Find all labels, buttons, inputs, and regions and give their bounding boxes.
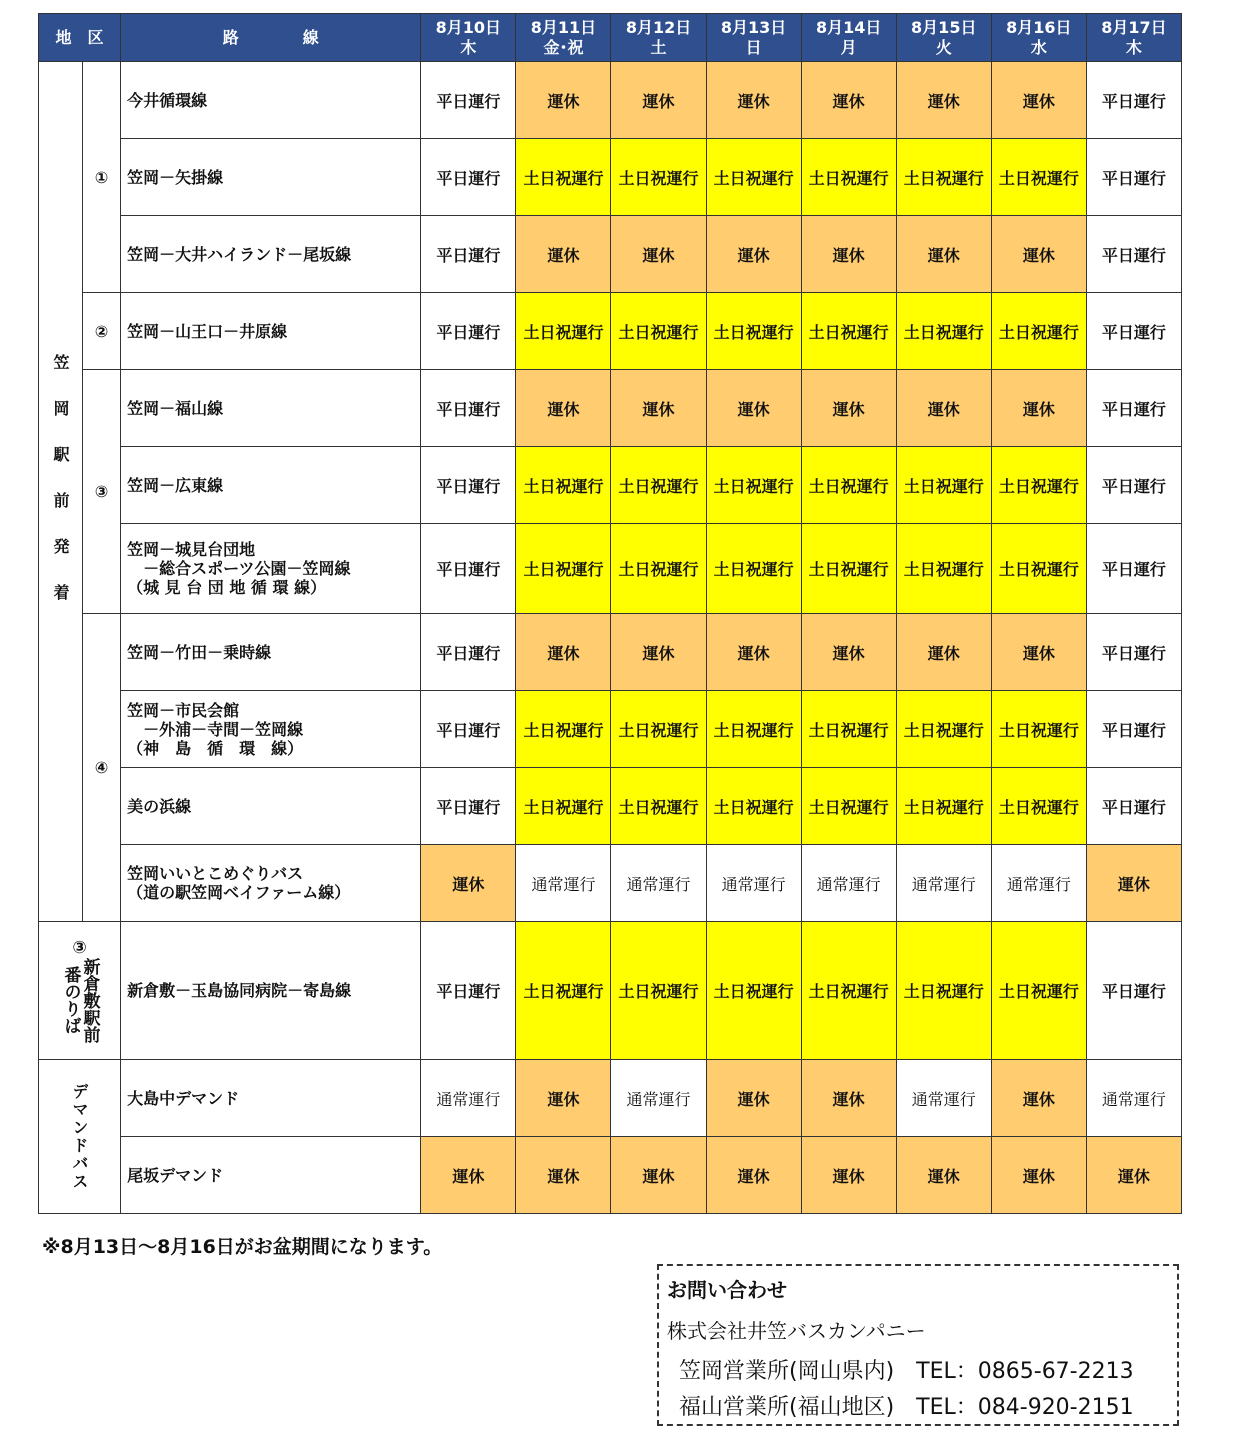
contact-office: 笠岡営業所(岡山県内) TEL：0865-67-2213: [679, 1359, 1134, 1384]
status-cell: 土日祝運行: [706, 447, 801, 524]
contact-office: 福山営業所(福山地区) TEL：084-920-2151: [679, 1395, 1134, 1420]
status-cell: 運休: [801, 216, 896, 293]
route-name: [121, 922, 421, 1060]
status-cell: 運休: [706, 1137, 801, 1214]
status-cell: 運休: [611, 614, 706, 691]
status-cell: 土日祝運行: [991, 524, 1086, 614]
status-cell: 運休: [706, 1060, 801, 1137]
route-name: [121, 139, 421, 216]
status-cell: 運休: [991, 614, 1086, 691]
route-name-line: 今井循環線: [127, 90, 208, 110]
status-cell: 平日運行: [1086, 62, 1181, 139]
status-cell: 土日祝運行: [991, 691, 1086, 768]
date-label: 8月12日: [625, 17, 692, 37]
status-cell: 土日祝運行: [991, 768, 1086, 845]
dow-label: 日: [745, 37, 762, 57]
route-name-line: －外浦－寺間－笠岡線: [127, 719, 304, 739]
route-name: [121, 447, 421, 524]
status-cell: 土日祝運行: [801, 691, 896, 768]
status-cell: 通常運行: [611, 845, 706, 922]
status-cell: 通常運行: [991, 845, 1086, 922]
contact-title: お問い合わせ: [667, 1278, 787, 1302]
date-header: [1086, 14, 1181, 62]
status-cell: 土日祝運行: [516, 768, 611, 845]
date-header: [611, 14, 706, 62]
status-cell: 土日祝運行: [896, 139, 991, 216]
status-cell: 土日祝運行: [801, 768, 896, 845]
area-kasaoka: 笠岡駅前発着: [39, 62, 83, 922]
status-cell: 運休: [516, 216, 611, 293]
route-name: [121, 370, 421, 447]
status-cell: 平日運行: [1086, 293, 1181, 370]
route-name-line: 大島中デマンド: [127, 1088, 240, 1108]
status-cell: 運休: [991, 62, 1086, 139]
status-cell: 通常運行: [421, 1060, 516, 1137]
table-row: [39, 845, 1182, 922]
status-cell: 運休: [991, 1137, 1086, 1214]
area-demand: デマンドバス: [39, 1060, 121, 1214]
group-label: ④: [83, 614, 121, 922]
date-label: 8月16日: [1006, 17, 1072, 37]
route-name-line: 笠岡－市民会館: [127, 700, 240, 720]
date-header: [421, 14, 516, 62]
status-cell: 土日祝運行: [516, 524, 611, 614]
contact-box: [657, 1264, 1179, 1426]
date-label: 8月11日: [530, 17, 597, 37]
status-cell: 土日祝運行: [516, 447, 611, 524]
route-name-line: 尾坂デマンド: [127, 1165, 224, 1185]
date-label: 8月13日: [720, 17, 787, 37]
status-cell: 土日祝運行: [991, 447, 1086, 524]
route-name-line: （神 島 循 環 線）: [127, 738, 304, 758]
status-cell: 土日祝運行: [611, 447, 706, 524]
status-cell: 運休: [991, 216, 1086, 293]
status-cell: 平日運行: [421, 216, 516, 293]
group-label: ①: [83, 62, 121, 293]
status-cell: 通常運行: [706, 845, 801, 922]
area-header: 地 区: [39, 14, 121, 62]
date-label: 8月15日: [911, 17, 977, 37]
status-cell: 通常運行: [611, 1060, 706, 1137]
route-name-line: 笠岡いいとこめぐりバス: [127, 864, 304, 883]
status-cell: 運休: [896, 62, 991, 139]
group-label: ③: [83, 370, 121, 614]
status-cell: 運休: [421, 845, 516, 922]
route-name: [121, 293, 421, 370]
route-header: 路 線: [121, 14, 421, 62]
status-cell: 運休: [706, 62, 801, 139]
route-name-line: 笠岡－広東線: [127, 475, 224, 495]
status-cell: 平日運行: [421, 691, 516, 768]
dow-label: 月: [840, 37, 857, 57]
status-cell: 土日祝運行: [991, 922, 1086, 1060]
route-name-line: 笠岡－山王口－井原線: [127, 321, 288, 341]
status-cell: 運休: [801, 1060, 896, 1137]
contact-company: 株式会社井笠バスカンパニー: [667, 1319, 926, 1343]
area-shinkurashiki-prefix: ③: [72, 937, 87, 958]
status-cell: 運休: [1086, 845, 1181, 922]
route-name-line: 笠岡－大井ハイランド－尾坂線: [127, 244, 352, 264]
status-cell: 平日運行: [1086, 139, 1181, 216]
date-label: 8月17日: [1101, 17, 1167, 37]
group-label: ②: [83, 293, 121, 370]
status-cell: 土日祝運行: [516, 691, 611, 768]
status-cell: 運休: [706, 370, 801, 447]
table-row: [39, 768, 1182, 845]
status-cell: 運休: [516, 370, 611, 447]
dow-label: 木: [1125, 37, 1142, 57]
status-cell: 土日祝運行: [611, 922, 706, 1060]
status-cell: 平日運行: [1086, 768, 1181, 845]
status-cell: 運休: [516, 62, 611, 139]
date-header: [991, 14, 1086, 62]
status-cell: 平日運行: [421, 370, 516, 447]
status-cell: 土日祝運行: [611, 691, 706, 768]
table-row: [39, 370, 1182, 447]
status-cell: 運休: [516, 1137, 611, 1214]
route-name-line: 笠岡－竹田－乗時線: [127, 642, 272, 662]
status-cell: 運休: [611, 1137, 706, 1214]
status-cell: 通常運行: [801, 845, 896, 922]
status-cell: 平日運行: [421, 524, 516, 614]
status-cell: 平日運行: [1086, 614, 1181, 691]
status-cell: 土日祝運行: [896, 447, 991, 524]
status-cell: 運休: [896, 614, 991, 691]
status-cell: 平日運行: [421, 447, 516, 524]
date-header: [896, 14, 991, 62]
status-cell: 運休: [421, 1137, 516, 1214]
status-cell: 土日祝運行: [706, 922, 801, 1060]
route-name: [121, 1060, 421, 1137]
table-row: [39, 1137, 1182, 1214]
route-name-line: 笠岡－矢掛線: [127, 167, 224, 187]
status-cell: 土日祝運行: [896, 768, 991, 845]
status-cell: 運休: [896, 1137, 991, 1214]
status-cell: 土日祝運行: [896, 691, 991, 768]
area-shinkurashiki-suffix: 番のりば: [60, 966, 81, 1034]
status-cell: 土日祝運行: [706, 293, 801, 370]
status-cell: 運休: [991, 1060, 1086, 1137]
table-row: [39, 216, 1182, 293]
route-name: [121, 768, 421, 845]
status-cell: 土日祝運行: [706, 691, 801, 768]
dow-label: 水: [1030, 37, 1047, 57]
status-cell: 土日祝運行: [991, 139, 1086, 216]
route-name: [121, 216, 421, 293]
table-row: [39, 62, 1182, 139]
route-name: [121, 691, 421, 768]
status-cell: 運休: [516, 1060, 611, 1137]
route-name-line: 美の浜線: [127, 796, 192, 816]
status-cell: 土日祝運行: [706, 139, 801, 216]
status-cell: 土日祝運行: [611, 293, 706, 370]
route-name-line: －総合スポーツ公園－笠岡線: [127, 559, 351, 578]
status-cell: 土日祝運行: [896, 922, 991, 1060]
status-cell: 土日祝運行: [991, 293, 1086, 370]
table-row: [39, 1060, 1182, 1137]
table-row: [39, 524, 1182, 614]
route-name: [121, 524, 421, 614]
status-cell: 平日運行: [421, 768, 516, 845]
status-cell: 運休: [896, 216, 991, 293]
status-cell: 運休: [516, 614, 611, 691]
status-cell: 土日祝運行: [801, 447, 896, 524]
table-row: [39, 614, 1182, 691]
table-row: [39, 691, 1182, 768]
status-cell: 通常運行: [896, 845, 991, 922]
dow-label: 火: [935, 37, 952, 57]
table-row: [39, 922, 1182, 1060]
route-name-line: （城 見 台 団 地 循 環 線）: [127, 578, 327, 597]
status-cell: 土日祝運行: [896, 293, 991, 370]
area-shinkurashiki-name: 新倉敷駅前: [79, 957, 100, 1043]
date-header: [706, 14, 801, 62]
status-cell: 通常運行: [516, 845, 611, 922]
dow-label: 金･祝: [543, 37, 584, 57]
date-label: 8月14日: [815, 17, 882, 37]
status-cell: 運休: [611, 370, 706, 447]
status-cell: 運休: [801, 1137, 896, 1214]
status-cell: 運休: [706, 614, 801, 691]
date-header: [801, 14, 896, 62]
status-cell: 土日祝運行: [801, 139, 896, 216]
status-cell: 平日運行: [1086, 216, 1181, 293]
route-name-line: 笠岡－福山線: [127, 398, 224, 418]
bus-schedule-table: [38, 13, 1182, 1214]
route-name: [121, 614, 421, 691]
obon-note: ※8月13日～8月16日がお盆期間になります。: [42, 1236, 443, 1258]
route-name: [121, 62, 421, 139]
date-header: [516, 14, 611, 62]
status-cell: 平日運行: [421, 62, 516, 139]
area-shinkurashiki: [39, 922, 121, 1060]
status-cell: 通常運行: [1086, 1060, 1181, 1137]
status-cell: 運休: [896, 370, 991, 447]
status-cell: 土日祝運行: [516, 139, 611, 216]
status-cell: 土日祝運行: [611, 768, 706, 845]
date-label: 8月10日: [435, 17, 502, 37]
status-cell: 運休: [611, 62, 706, 139]
status-cell: 通常運行: [896, 1060, 991, 1137]
dow-label: 木: [460, 37, 477, 57]
status-cell: 土日祝運行: [611, 524, 706, 614]
status-cell: 土日祝運行: [801, 524, 896, 614]
status-cell: 土日祝運行: [801, 293, 896, 370]
route-name-line: 笠岡－城見台団地: [127, 540, 256, 559]
status-cell: 運休: [1086, 1137, 1181, 1214]
route-name: [121, 845, 421, 922]
status-cell: 平日運行: [1086, 524, 1181, 614]
status-cell: 運休: [801, 370, 896, 447]
status-cell: 土日祝運行: [896, 524, 991, 614]
status-cell: 平日運行: [421, 293, 516, 370]
status-cell: 平日運行: [421, 614, 516, 691]
status-cell: 運休: [801, 62, 896, 139]
route-name: [121, 1137, 421, 1214]
status-cell: 運休: [991, 370, 1086, 447]
status-cell: 土日祝運行: [611, 139, 706, 216]
status-cell: 平日運行: [1086, 691, 1181, 768]
status-cell: 土日祝運行: [516, 922, 611, 1060]
status-cell: 平日運行: [421, 922, 516, 1060]
table-row: [39, 293, 1182, 370]
status-cell: 平日運行: [1086, 922, 1181, 1060]
status-cell: 土日祝運行: [706, 768, 801, 845]
route-name-line: 新倉敷－玉島協同病院－寄島線: [127, 981, 352, 1000]
status-cell: 土日祝運行: [801, 922, 896, 1060]
status-cell: 土日祝運行: [706, 524, 801, 614]
status-cell: 平日運行: [421, 139, 516, 216]
route-name-line: （道の駅笠岡ベイファーム線）: [127, 883, 351, 902]
status-cell: 運休: [801, 614, 896, 691]
status-cell: 平日運行: [1086, 370, 1181, 447]
table-row: [39, 447, 1182, 524]
status-cell: 平日運行: [1086, 447, 1181, 524]
status-cell: 運休: [706, 216, 801, 293]
dow-label: 土: [650, 37, 667, 57]
header-row: [39, 14, 1182, 62]
status-cell: 土日祝運行: [516, 293, 611, 370]
status-cell: 運休: [611, 216, 706, 293]
table-row: [39, 139, 1182, 216]
